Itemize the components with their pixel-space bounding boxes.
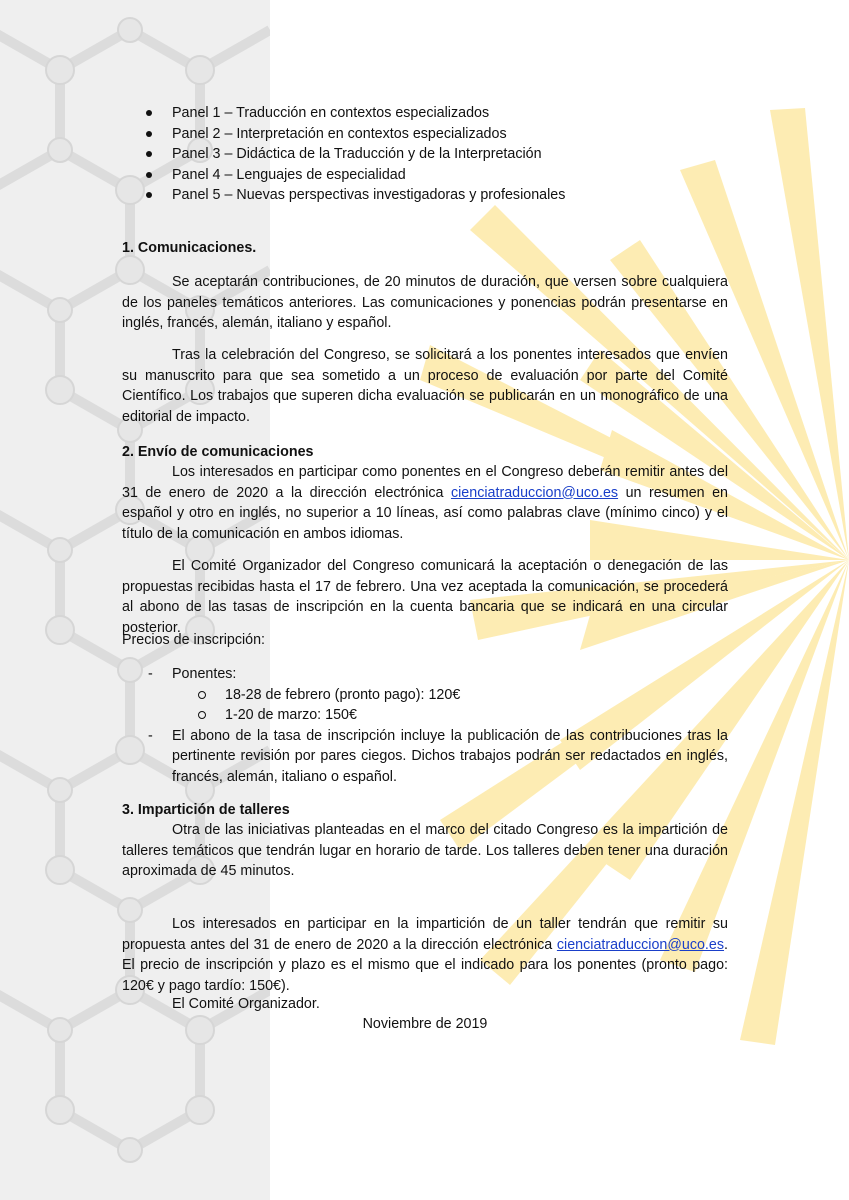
section1-paragraph-1: Se aceptarán contribuciones, de 20 minutos de duración, que versen sobre cualquiera de los paneles temáticos anteriores. Las comunicaciones y ponencias podrán presentarse en inglés, francés, alemán, italiano y español. <box>122 274 728 332</box>
panel-text: Panel 4 – Lenguajes de especialidad <box>172 166 406 183</box>
list-item <box>122 185 565 206</box>
panel-list <box>122 103 565 206</box>
signature: El Comité Organizador. <box>172 996 320 1012</box>
list-item <box>122 103 565 124</box>
list-item <box>122 705 728 726</box>
panel-text: Panel 3 – Didáctica de la Traducción y de la Interpretación <box>172 146 542 163</box>
dash-marker: - <box>148 666 153 682</box>
bullet-icon <box>146 151 152 157</box>
bullet-icon <box>146 172 152 178</box>
section2-heading: 2. Envío de comunicaciones <box>122 444 314 460</box>
dash-marker: - <box>148 727 153 744</box>
date: Noviembre de 2019 <box>362 1016 488 1032</box>
list-item <box>122 726 728 788</box>
paragraph-text: . El precio de inscripción y plazo es el mismo que el indicado para los ponentes (pronto pago: 120€ y pago tardío: 150€). <box>122 936 728 994</box>
section3-paragraph-1: Otra de las iniciativas planteadas en el marco del citado Congreso es la impartición de talleres temáticos que tendrán lugar en horario de tarde. Los talleres deben tener una duración aproximada de 45 minutos. <box>122 822 728 880</box>
list-text: 18-28 de febrero (pronto pago): 120€ <box>225 686 461 703</box>
list-item <box>122 685 728 706</box>
paragraph-text: Los interesados en participar en la impartición de un taller tendrán que remitir su propuesta antes del 31 de enero de 2020 a la dirección electrónica <box>122 916 728 953</box>
circle-bullet-icon <box>198 711 206 719</box>
section1-heading: 1. Comunicaciones. <box>122 240 257 256</box>
list-item <box>122 664 728 685</box>
list-item <box>122 144 565 165</box>
email-link[interactable]: cienciatraduccion@uco.es <box>556 936 725 953</box>
section2-paragraph-1 <box>122 462 728 544</box>
list-text: El abono de la tasa de inscripción incluye la publicación de las contribuciones tras la pertinente revisión por pares ciegos. Dichos trabajos podrán ser redactados en inglés, francés, alemán, italiano o español. <box>172 727 728 785</box>
paragraph-text: un resumen en español y otro en inglés, no superior a 10 líneas, así como palabras clave (mínimo cinco) y el título de la comunicación en ambos idiomas. <box>122 484 728 542</box>
list-text: 1-20 de marzo: 150€ <box>225 707 357 724</box>
list-item <box>122 124 565 145</box>
bullet-icon <box>146 131 152 137</box>
prices-list <box>122 664 728 788</box>
panel-text: Panel 1 – Traducción en contextos especializados <box>172 105 490 121</box>
section1-paragraph-2: Tras la celebración del Congreso, se solicitará a los ponentes interesados que envíen su manuscrito para que sea sometido a un proceso de evaluación por parte del Comité Científico. Los trabajos que superen dicha evaluación se publicarán en un monográfico de una editorial de impacto. <box>122 347 728 425</box>
section3-heading: 3. Impartición de talleres <box>122 802 290 818</box>
list-text: Ponentes: <box>172 666 237 682</box>
prices-label: Precios de inscripción: <box>122 632 266 648</box>
paragraph-text: Los interesados en participar como ponentes en el Congreso deberán remitir antes del 31 de enero de 2020 a la dirección electrónica <box>122 464 728 501</box>
section3-paragraph-2 <box>122 914 728 996</box>
bullet-icon <box>146 192 152 198</box>
panel-text: Panel 5 – Nuevas perspectivas investigadoras y profesionales <box>172 187 566 204</box>
section2-paragraph-2: El Comité Organizador del Congreso comunicará la aceptación o denegación de las propuestas recibidas hasta el 17 de febrero. Una vez aceptada la comunicación, se procederá al abono de las tasas de inscripción en la cuenta bancaria que se indicará en una circular posterior. <box>122 558 728 636</box>
circle-bullet-icon <box>198 691 206 699</box>
email-link[interactable]: cienciatraduccion@uco.es <box>450 484 619 501</box>
list-item <box>122 165 565 186</box>
bullet-icon <box>146 110 152 116</box>
panel-text: Panel 2 – Interpretación en contextos especializados <box>172 125 507 142</box>
